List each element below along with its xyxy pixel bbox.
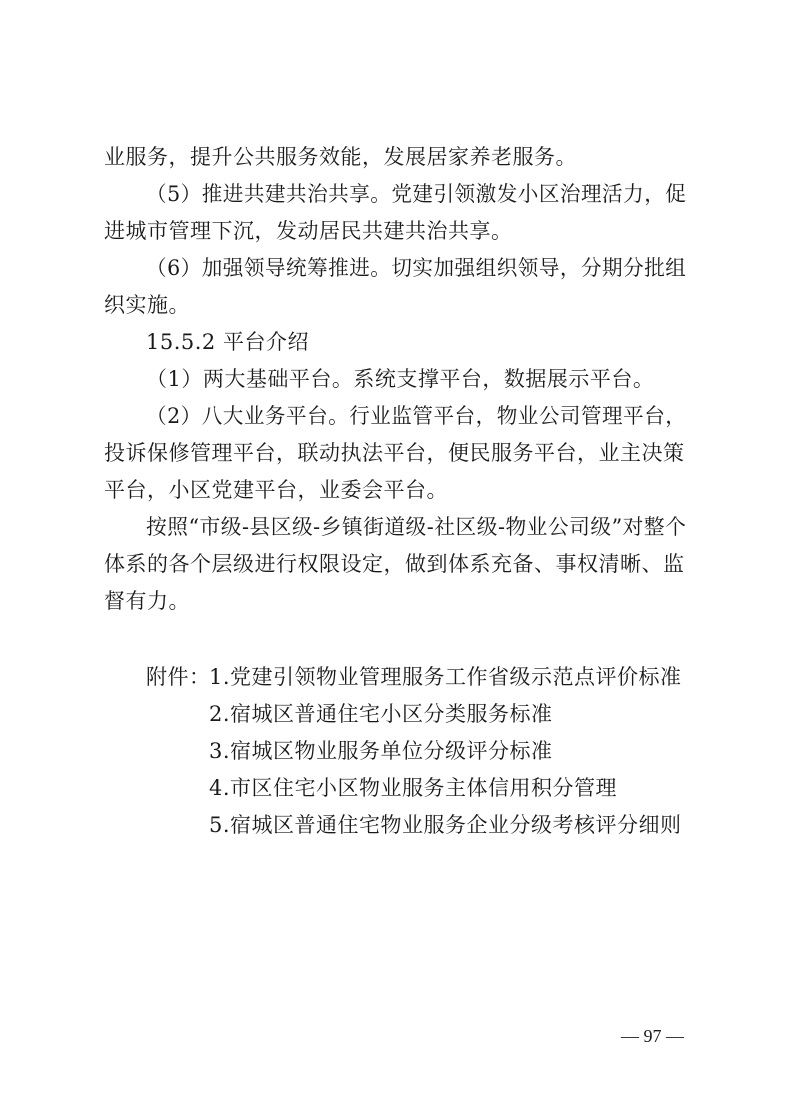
paragraph-line: 织实施。 — [104, 293, 190, 317]
section-heading: 15.5.2 平台介绍 — [146, 330, 309, 354]
paragraph-line: （6）加强领导统筹推进。切实加强组织领导，分期分批组 — [146, 256, 687, 280]
paragraph-line: 体系的各个层级进行权限设定，做到体系充备、事权清晰、监 — [104, 552, 685, 576]
attachment-item: 2.宿城区普通住宅小区分类服务标准 — [209, 702, 553, 726]
paragraph-line: 投诉保修管理平台，联动执法平台，便民服务平台，业主决策 — [104, 441, 685, 465]
paragraph-line: 按照“市级-县区级-乡镇街道级-社区级-物业公司级”对整个 — [146, 515, 687, 539]
attachment-item: 3.宿城区物业服务单位分级评分标准 — [209, 739, 553, 763]
paragraph-line: （1）两大基础平台。系统支撑平台，数据展示平台。 — [146, 367, 655, 391]
attachment-item: 5.宿城区普通住宅物业服务企业分级考核评分细则 — [209, 813, 682, 837]
attachment-item: 1.党建引领物业管理服务工作省级示范点评价标准 — [209, 665, 682, 689]
attachments-label: 附件： — [146, 665, 211, 689]
paragraph-line: 进城市管理下沉，发动居民共建共治共享。 — [104, 219, 513, 243]
page-number: — 97 — — [621, 1026, 684, 1046]
paragraph-line: （2）八大业务平台。行业监管平台，物业公司管理平台， — [146, 404, 687, 428]
paragraph-line: 业服务，提升公共服务效能，发展居家养老服务。 — [104, 145, 577, 169]
paragraph-line: （5）推进共建共治共享。党建引领激发小区治理活力，促 — [146, 182, 687, 206]
paragraph-line: 督有力。 — [104, 589, 190, 613]
attachment-item: 4.市区住宅小区物业服务主体信用积分管理 — [209, 776, 618, 800]
paragraph-line: 平台，小区党建平台，业委会平台。 — [104, 478, 448, 502]
